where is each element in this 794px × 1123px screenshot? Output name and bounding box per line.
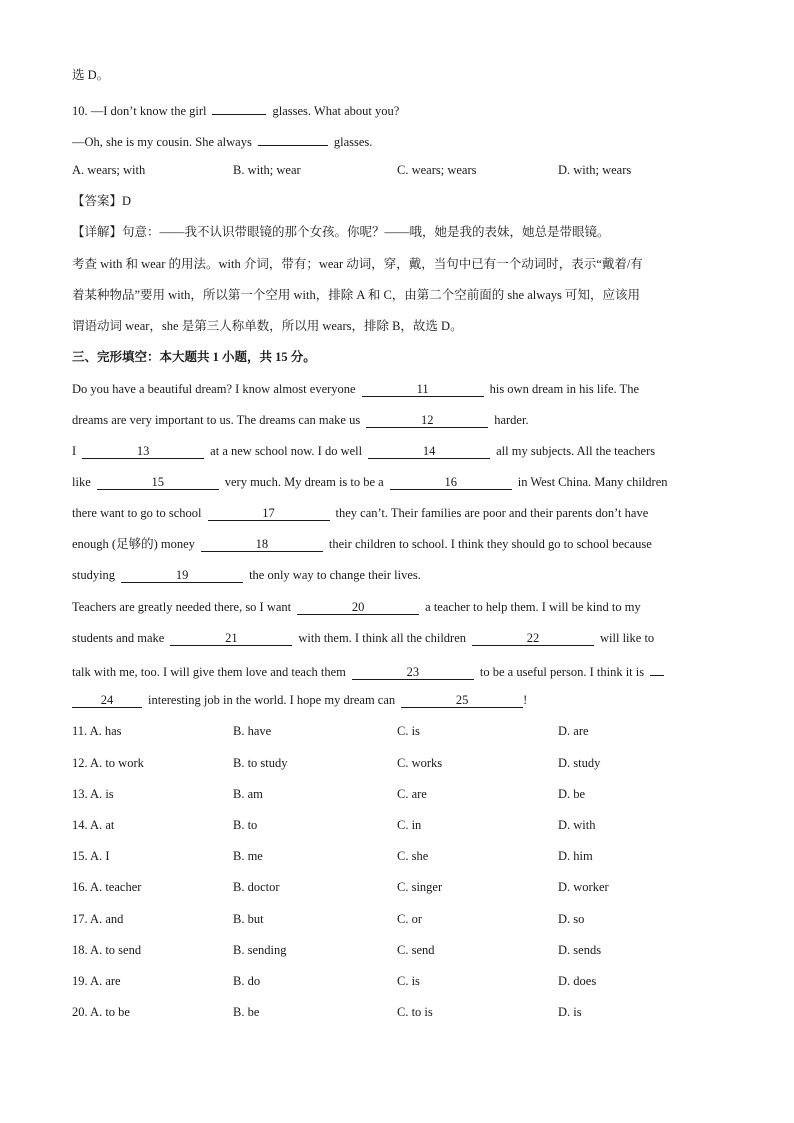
explanation-line-1: 【详解】句意：——我不认识带眼镜的那个女孩。你呢？——哦，她是我的表妹，她总是带眼镜。 — [72, 225, 610, 239]
blank-23: 23 — [352, 665, 474, 680]
choice-17-b: B. but — [233, 912, 264, 926]
choice-11-b: B. have — [233, 724, 272, 738]
blank-20: 20 — [297, 600, 419, 615]
passage-text: harder. — [494, 413, 529, 427]
blank-12: 12 — [366, 413, 488, 428]
choice-16-a: 16. A. teacher — [72, 880, 142, 894]
blank-24: 24 — [72, 693, 142, 708]
passage-line-2 — [72, 412, 529, 428]
choice-14-c: C. in — [397, 818, 422, 832]
blank-13: 13 — [82, 444, 204, 459]
passage-text: his own dream in his life. The — [489, 382, 639, 396]
question-10-line-1 — [72, 100, 399, 119]
passage-line-10 — [72, 661, 664, 680]
q10-blank-2 — [258, 131, 328, 146]
q10-option-d: D. with; wears — [558, 163, 632, 177]
choice-11-d: D. are — [558, 724, 589, 738]
passage-text: there want to go to school — [72, 506, 202, 520]
q10-text-a: 10. —I don’t know the girl — [72, 104, 207, 118]
q10-text-c: —Oh, she is my cousin. She always — [72, 135, 252, 149]
choice-18-d: D. sends — [558, 943, 602, 957]
q10-option-c: C. wears; wears — [397, 163, 477, 177]
blank-25: 25 — [401, 693, 523, 708]
choice-11-c: C. is — [397, 724, 420, 738]
passage-line-1 — [72, 381, 639, 397]
passage-text: I — [72, 444, 77, 458]
previous-answer-tail: 选 D。 — [72, 68, 110, 82]
choice-19-d: D. does — [558, 974, 597, 988]
choice-19-b: B. do — [233, 974, 261, 988]
q10-text-b: glasses. What about you? — [272, 104, 400, 118]
choice-12-a: 12. A. to work — [72, 756, 144, 770]
explanation-line-3: 着某种物品”要用 with，所以第一个空用 with，排除 A 和 C，由第二个空前面的 she always 可知，应该用 — [72, 288, 641, 302]
blank-11: 11 — [362, 382, 484, 397]
choice-15-d: D. him — [558, 849, 593, 863]
blank-14: 14 — [368, 444, 490, 459]
blank-22: 22 — [472, 631, 594, 646]
choice-13-c: C. are — [397, 787, 427, 801]
choice-16-c: C. singer — [397, 880, 443, 894]
passage-text: studying — [72, 568, 116, 582]
choice-13-b: B. am — [233, 787, 263, 801]
passage-text: their children to school. I think they should go to school because — [328, 537, 652, 551]
passage-line-6 — [72, 536, 652, 552]
choice-20-a: 20. A. to be — [72, 1005, 130, 1019]
choice-15-c: C. she — [397, 849, 429, 863]
choice-16-d: D. worker — [558, 880, 609, 894]
passage-text: the only way to change their lives. — [249, 568, 421, 582]
choice-20-b: B. be — [233, 1005, 260, 1019]
choice-18-b: B. sending — [233, 943, 287, 957]
choice-13-d: D. be — [558, 787, 586, 801]
section-title: 三、完形填空：本大题共 1 小题，共 15 分。 — [72, 350, 316, 364]
choice-18-a: 18. A. to send — [72, 943, 142, 957]
passage-text: Do you have a beautiful dream? I know almost everyone — [72, 382, 356, 396]
q10-blank-1 — [212, 100, 266, 115]
explanation-line-2: 考查 with 和 wear 的用法。with 介词，带有；wear 动词，穿，戴，当句中已有一个动词时，表示“戴着/有 — [72, 257, 643, 271]
passage-text: enough (足够的) money — [72, 537, 195, 551]
q10-text-d: glasses. — [333, 135, 373, 149]
choice-14-d: D. with — [558, 818, 596, 832]
passage-text: students and make — [72, 631, 165, 645]
passage-line-9 — [72, 630, 654, 646]
choice-13-a: 13. A. is — [72, 787, 114, 801]
choice-15-b: B. me — [233, 849, 263, 863]
passage-text: a teacher to help them. I will be kind to my — [425, 600, 641, 614]
choice-20-d: D. is — [558, 1005, 582, 1019]
blank-16: 16 — [390, 475, 512, 490]
choice-17-d: D. so — [558, 912, 585, 926]
passage-text: ! — [523, 693, 528, 707]
passage-text: they can’t. Their families are poor and their parents don’t have — [335, 506, 649, 520]
choice-20-c: C. to is — [397, 1005, 433, 1019]
question-10-line-2 — [72, 131, 372, 150]
passage-line-3 — [72, 443, 655, 459]
passage-line-4 — [72, 474, 668, 490]
passage-text: in West China. Many children — [517, 475, 668, 489]
choice-11-a: 11. A. has — [72, 724, 122, 738]
passage-line-5 — [72, 505, 648, 521]
passage-text: interesting job in the world. I hope my dream can — [148, 693, 396, 707]
passage-line-7 — [72, 567, 421, 583]
passage-text: to be a useful person. I think it is — [479, 665, 645, 679]
explanation-line-4: 谓语动词 wear，she 是第三人称单数，所以用 wears，排除 B，故选 D。 — [72, 319, 463, 333]
choice-17-a: 17. A. and — [72, 912, 124, 926]
passage-text: will like to — [600, 631, 655, 645]
passage-text: like — [72, 475, 91, 489]
choice-12-d: D. study — [558, 756, 601, 770]
passage-text: very much. My dream is to be a — [224, 475, 384, 489]
choice-17-c: C. or — [397, 912, 422, 926]
blank-17: 17 — [208, 506, 330, 521]
passage-text: Teachers are greatly needed there, so I want — [72, 600, 292, 614]
blank-19: 19 — [121, 568, 243, 583]
passage-text: dreams are very important to us. The dreams can make us — [72, 413, 361, 427]
choice-18-c: C. send — [397, 943, 435, 957]
choice-19-c: C. is — [397, 974, 420, 988]
choice-15-a: 15. A. I — [72, 849, 110, 863]
answer-line: 【答案】D — [72, 194, 132, 208]
choice-12-b: B. to study — [233, 756, 288, 770]
q10-option-b: B. with; wear — [233, 163, 301, 177]
blank-15: 15 — [97, 475, 219, 490]
choice-16-b: B. doctor — [233, 880, 280, 894]
blank-18: 18 — [201, 537, 323, 552]
choice-12-c: C. works — [397, 756, 443, 770]
passage-line-8 — [72, 599, 641, 615]
choice-14-a: 14. A. at — [72, 818, 115, 832]
passage-text: talk with me, too. I will give them love and teach them — [72, 665, 346, 679]
blank-21: 21 — [170, 631, 292, 646]
passage-text: with them. I think all the children — [298, 631, 467, 645]
passage-line-11 — [72, 692, 527, 708]
q10-option-a: A. wears; with — [72, 163, 146, 177]
passage-text: all my subjects. All the teachers — [496, 444, 656, 458]
passage-text: at a new school now. I do well — [210, 444, 363, 458]
choice-19-a: 19. A. are — [72, 974, 121, 988]
choice-14-b: B. to — [233, 818, 258, 832]
blank-24-start — [650, 661, 664, 676]
